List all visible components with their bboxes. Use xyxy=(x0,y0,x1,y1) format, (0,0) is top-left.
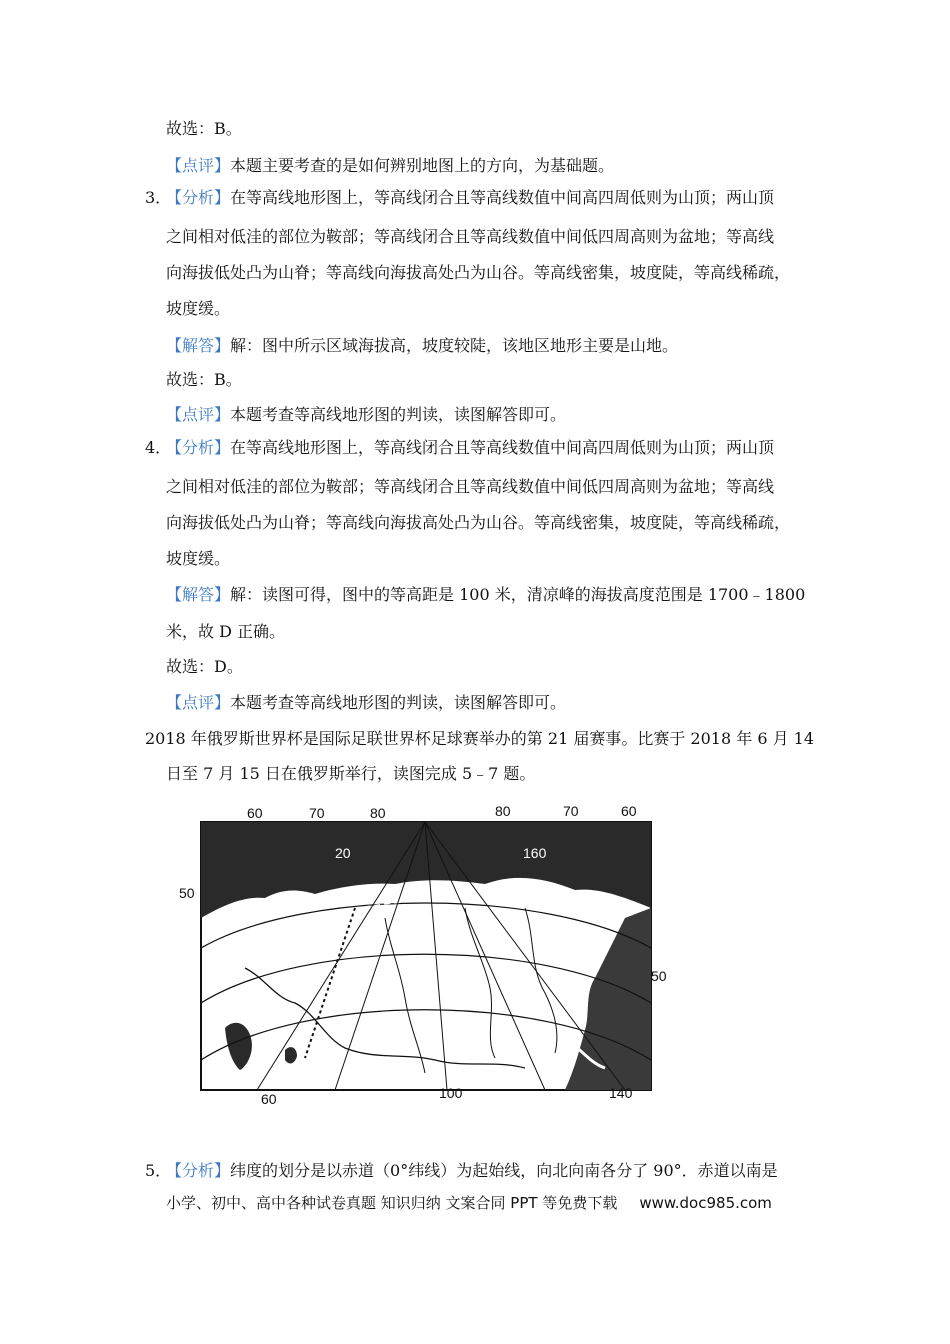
solution-tag: 【解答】 xyxy=(166,585,231,604)
q2-comment xyxy=(166,155,614,177)
comment-text: 本题考查等高线地形图的判读，读图解答即可。 xyxy=(230,405,567,424)
comment-text: 本题主要考查的是如何辨别地图上的方向，为基础题。 xyxy=(230,156,615,175)
page-footer xyxy=(166,1192,772,1213)
map-label-top-5: 70 xyxy=(563,803,579,819)
map-label-inner-1: 20 xyxy=(335,845,351,861)
q3-number: 3． xyxy=(145,188,172,207)
analysis-text: 在等高线地形图上，等高线闭合且等高线数值中间高四周低则为山顶；两山顶 xyxy=(230,438,775,457)
analysis-tag: 【分析】 xyxy=(166,188,231,207)
q5-analysis xyxy=(166,1160,778,1182)
q4-analysis-line-2: 之间相对低洼的部位为鞍部；等高线闭合且等高线数值中间低四周高则为盆地；等高线 xyxy=(166,477,775,496)
analysis-text: 在等高线地形图上，等高线闭合且等高线数值中间高四周低则为山顶；两山顶 xyxy=(230,188,775,207)
footer-text: 小学、初中、高中各种试卷真题 知识归纳 文案合同 PPT 等免费下载 xyxy=(166,1194,618,1212)
map-label-top-6: 60 xyxy=(621,803,637,819)
intro-line-2: 日至 7 月 15 日在俄罗斯举行，读图完成 5﹣7 题。 xyxy=(166,764,536,783)
analysis-tag: 【分析】 xyxy=(166,1161,231,1180)
map-label-top-4: 80 xyxy=(495,803,511,819)
footer-url[interactable]: www.doc985.com xyxy=(639,1194,772,1212)
q3-analysis-line-2: 之间相对低洼的部位为鞍部；等高线闭合且等高线数值中间低四周高则为盆地；等高线 xyxy=(166,227,775,246)
russia-map-figure xyxy=(179,798,667,1108)
comment-tag: 【点评】 xyxy=(166,405,231,424)
q2-answer: 故选：B。 xyxy=(166,119,242,138)
comment-tag: 【点评】 xyxy=(166,693,231,712)
map-label-inner-2: 160 xyxy=(523,845,547,861)
q3-analysis-line-1 xyxy=(166,187,774,209)
comment-text: 本题考查等高线地形图的判读，读图解答即可。 xyxy=(230,693,567,712)
q5-number: 5． xyxy=(145,1161,172,1180)
q4-comment xyxy=(166,692,566,714)
map-label-top-3: 80 xyxy=(370,805,386,821)
q4-analysis-line-1 xyxy=(166,437,774,459)
analysis-text: 纬度的划分是以赤道（0°纬线）为起始线，向北向南各分了 90°．赤道以南是 xyxy=(230,1161,778,1180)
map-label-top-1: 60 xyxy=(247,805,263,821)
map-label-top-2: 70 xyxy=(309,805,325,821)
q4-solution-line-1 xyxy=(166,584,805,606)
q4-answer: 故选：D。 xyxy=(166,657,243,676)
q3-answer: 故选：B。 xyxy=(166,370,242,389)
map-label-bottom-1: 60 xyxy=(261,1091,277,1107)
comment-tag: 【点评】 xyxy=(166,156,231,175)
solution-text: 解：图中所示区域海拔高，坡度较陡，该地区地形主要是山地。 xyxy=(230,336,679,355)
q3-analysis-line-4: 坡度缓。 xyxy=(166,299,231,318)
solution-text: 解：读图可得，图中的等高距是 100 米，清凉峰的海拔高度范围是 1700﹣1800 xyxy=(230,585,806,604)
q4-analysis-line-4: 坡度缓。 xyxy=(166,549,231,568)
q3-solution xyxy=(166,335,678,357)
q4-number: 4． xyxy=(145,438,172,457)
map-label-bottom-2: 100 xyxy=(439,1085,463,1101)
analysis-tag: 【分析】 xyxy=(166,438,231,457)
q3-analysis-line-3: 向海拔低处凸为山脊；等高线向海拔高处凸为山谷。等高线密集，坡度陡，等高线稀疏， xyxy=(166,263,791,282)
intro-line-1: 2018 年俄罗斯世界杯是国际足联世界杯足球赛举办的第 21 届赛事。比赛于 2018 年 6 月 14 xyxy=(145,729,815,748)
map-label-right: 50 xyxy=(651,968,667,984)
q3-comment xyxy=(166,404,566,426)
map-label-left: 50 xyxy=(179,885,195,901)
q4-solution-line-2: 米，故 D 正确。 xyxy=(166,622,286,641)
solution-tag: 【解答】 xyxy=(166,336,231,355)
map-label-bottom-3: 140 xyxy=(609,1085,633,1101)
q4-analysis-line-3: 向海拔低处凸为山脊；等高线向海拔高处凸为山谷。等高线密集，坡度陡，等高线稀疏， xyxy=(166,513,791,532)
